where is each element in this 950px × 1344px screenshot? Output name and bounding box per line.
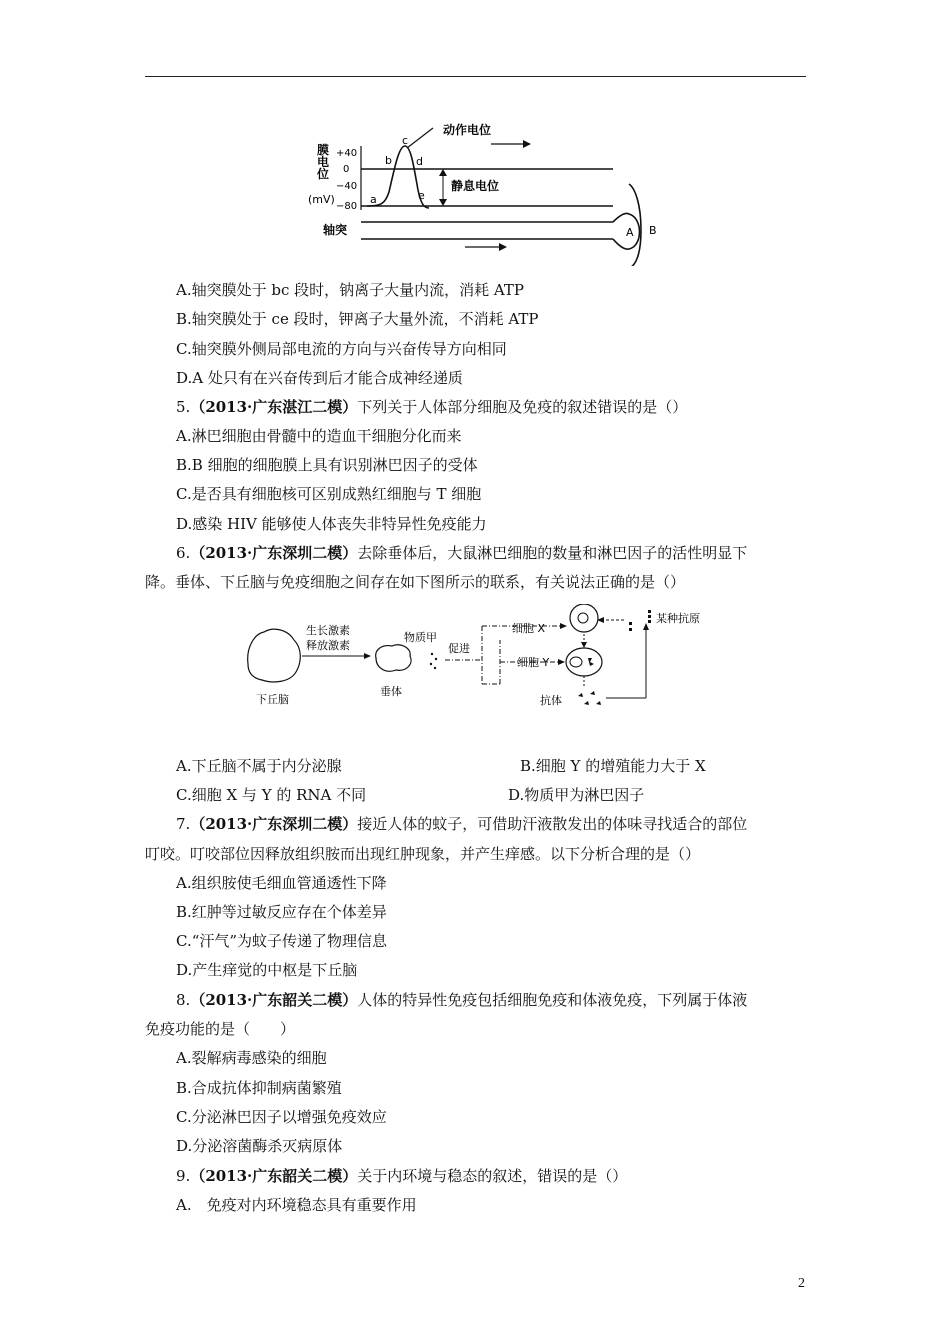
hormone-label-line2: 释放激素 xyxy=(306,639,350,652)
y-tick-label: +40 xyxy=(336,148,358,159)
arrow-head xyxy=(643,623,649,630)
resting-potential-label: 静息电位 xyxy=(451,179,500,193)
q8-stem-continued: 免疫功能的是（ ） xyxy=(145,1020,296,1038)
antibody-mark xyxy=(584,701,589,705)
y-axis-label-char: 膜 xyxy=(317,143,330,157)
question-source: （2013·广东深圳二模） xyxy=(190,815,358,833)
promote-label: 促进 xyxy=(448,642,470,655)
antibody-mark xyxy=(596,701,601,705)
immune-regulation-figure xyxy=(240,604,720,718)
q8-stem xyxy=(176,990,747,1010)
terminal-label-a: A xyxy=(626,226,634,239)
question-number: 6. xyxy=(176,544,191,562)
q7-option-c: C.“汗气”为蚊子传递了物理信息 xyxy=(176,932,388,950)
substance-dot xyxy=(434,667,436,669)
q6-option-c: C.细胞 X 与 Y 的 RNA 不同 xyxy=(176,786,367,804)
cell-y-label: 细胞 Y xyxy=(517,656,550,669)
q8-option-a: A.裂解病毒感染的细胞 xyxy=(176,1049,327,1067)
q4-option-b: B.轴突膜处于 ce 段时，钾离子大量外流，不消耗 ATP xyxy=(176,310,539,328)
cell-y-organelle xyxy=(588,658,594,666)
q6-option-d: D.物质甲为淋巴因子 xyxy=(508,786,645,804)
question-text: 去除垂体后，大鼠淋巴细胞的数量和淋巴因子的活性明显下 xyxy=(357,544,748,562)
q7-option-d: D.产生痒觉的中枢是下丘脑 xyxy=(176,961,358,979)
antigen-mark xyxy=(648,610,651,613)
question-source: （2013·广东湛江二模） xyxy=(190,398,358,416)
antigen-mark xyxy=(648,615,651,618)
question-source: （2013·广东深圳二模） xyxy=(190,544,358,562)
q5-option-b: B.B 细胞的细胞膜上具有识别淋巴因子的受体 xyxy=(176,456,478,474)
point-label-d: d xyxy=(416,155,423,168)
pointer-line xyxy=(407,128,433,148)
header-rule xyxy=(145,76,806,77)
question-text: 接近人体的蚊子，可借助汗液散发出的体味寻找适合的部位 xyxy=(357,815,748,833)
question-source: （2013·广东韶关二模） xyxy=(190,991,358,1009)
cell-y-shape xyxy=(566,648,602,676)
substance-label: 物质甲 xyxy=(404,631,437,644)
arrow-head xyxy=(439,199,447,206)
hormone-label-line1: 生长激素 xyxy=(306,624,350,637)
q5-option-d: D.感染 HIV 能够使人体丧失非特异性免疫能力 xyxy=(176,515,487,533)
q7-option-a: A.组织胺使毛细血管通透性下降 xyxy=(176,874,387,892)
substance-dot xyxy=(430,663,432,665)
antigen-mark xyxy=(648,620,651,623)
q4-option-c: C.轴突膜外侧局部电流的方向与兴奋传导方向相同 xyxy=(176,340,507,358)
q8-option-b: B.合成抗体抑制病菌繁殖 xyxy=(176,1079,342,1097)
question-number: 5. xyxy=(176,398,191,416)
cell-x-shape xyxy=(570,604,598,632)
arrow-head xyxy=(364,653,371,659)
point-label-c: c xyxy=(402,134,409,147)
q4-option-d: D.A 处只有在兴奋传到后才能合成神经递质 xyxy=(176,369,463,387)
q7-stem-continued: 叮咬。叮咬部位因释放组织胺而出现红肿现象，并产生痒感。以下分析合理的是（） xyxy=(145,845,701,863)
q6-stem xyxy=(176,543,747,563)
antigen-label: 某种抗原 xyxy=(656,612,700,625)
antibody-mark xyxy=(590,691,595,695)
q5-option-c: C.是否具有细胞核可区别成熟红细胞与 T 细胞 xyxy=(176,485,482,503)
arrow-head xyxy=(439,169,447,176)
q8-option-d: D.分泌溶菌酶杀灭病原体 xyxy=(176,1137,343,1155)
point-label-e: e xyxy=(418,189,425,202)
y-axis-unit: (mV) xyxy=(308,193,335,206)
point-label-b: b xyxy=(385,154,392,167)
question-text: 关于内环境与稳态的叙述，错误的是（） xyxy=(357,1167,628,1185)
arrow-head xyxy=(499,243,507,251)
q5-stem xyxy=(176,397,687,417)
substance-dot xyxy=(431,653,433,655)
y-tick-label: −40 xyxy=(336,181,358,192)
q5-option-a: A.淋巴细胞由骨髓中的造血干细胞分化而来 xyxy=(176,427,462,445)
q7-stem xyxy=(176,814,747,834)
membrane-potential-figure xyxy=(303,118,663,266)
page-number: 2 xyxy=(798,1276,805,1291)
question-text: 人体的特异性免疫包括细胞免疫和体液免疫，下列属于体液 xyxy=(357,991,748,1009)
hypothalamus-shape xyxy=(248,629,301,682)
question-number: 9. xyxy=(176,1167,191,1185)
q7-option-b: B.红肿等过敏反应存在个体差异 xyxy=(176,903,387,921)
q4-option-a: A.轴突膜处于 bc 段时，钠离子大量内流，消耗 ATP xyxy=(176,281,525,299)
cell-x-label: 细胞 X xyxy=(512,622,546,635)
q6-option-b: B.细胞 Y 的增殖能力大于 X xyxy=(520,757,706,775)
y-axis-label-char: 位 xyxy=(317,167,330,181)
question-text: 下列关于人体部分细胞及免疫的叙述错误的是（） xyxy=(357,398,688,416)
q6-stem-continued: 降。垂体、下丘脑与免疫细胞之间存在如下图所示的联系，有关说法正确的是（） xyxy=(145,573,686,591)
y-tick-label: −80 xyxy=(336,201,358,212)
y-axis-label-char: 电 xyxy=(317,155,330,169)
point-label-a: a xyxy=(370,193,377,206)
hypothalamus-label: 下丘脑 xyxy=(256,693,289,706)
cell-x-nucleus xyxy=(578,613,588,623)
terminal-label-b: B xyxy=(649,224,657,237)
question-number: 7. xyxy=(176,815,191,833)
q9-stem xyxy=(176,1166,627,1186)
arrow-head xyxy=(560,623,567,629)
antibody-mark xyxy=(578,693,583,697)
pituitary-label: 垂体 xyxy=(380,685,402,698)
antigen-mark xyxy=(629,622,632,625)
arrow-head xyxy=(523,140,531,148)
question-source: （2013·广东韶关二模） xyxy=(190,1167,358,1185)
y-tick-label: 0 xyxy=(343,164,350,175)
antigen-mark xyxy=(629,628,632,631)
q9-option-a: A. 免疫对内环境稳态具有重要作用 xyxy=(176,1196,417,1214)
action-potential-label: 动作电位 xyxy=(443,123,492,137)
q8-option-c: C.分泌淋巴因子以增强免疫效应 xyxy=(176,1108,387,1126)
question-number: 8. xyxy=(176,991,191,1009)
cell-y-nucleus xyxy=(570,657,582,667)
arrow-head xyxy=(581,642,587,648)
axon-label: 轴突 xyxy=(323,223,348,237)
q6-option-a: A.下丘脑不属于内分泌腺 xyxy=(176,757,342,775)
pituitary-shape xyxy=(376,645,411,672)
arrow-head xyxy=(558,659,565,665)
substance-dot xyxy=(435,658,437,660)
antibody-label: 抗体 xyxy=(540,694,562,707)
